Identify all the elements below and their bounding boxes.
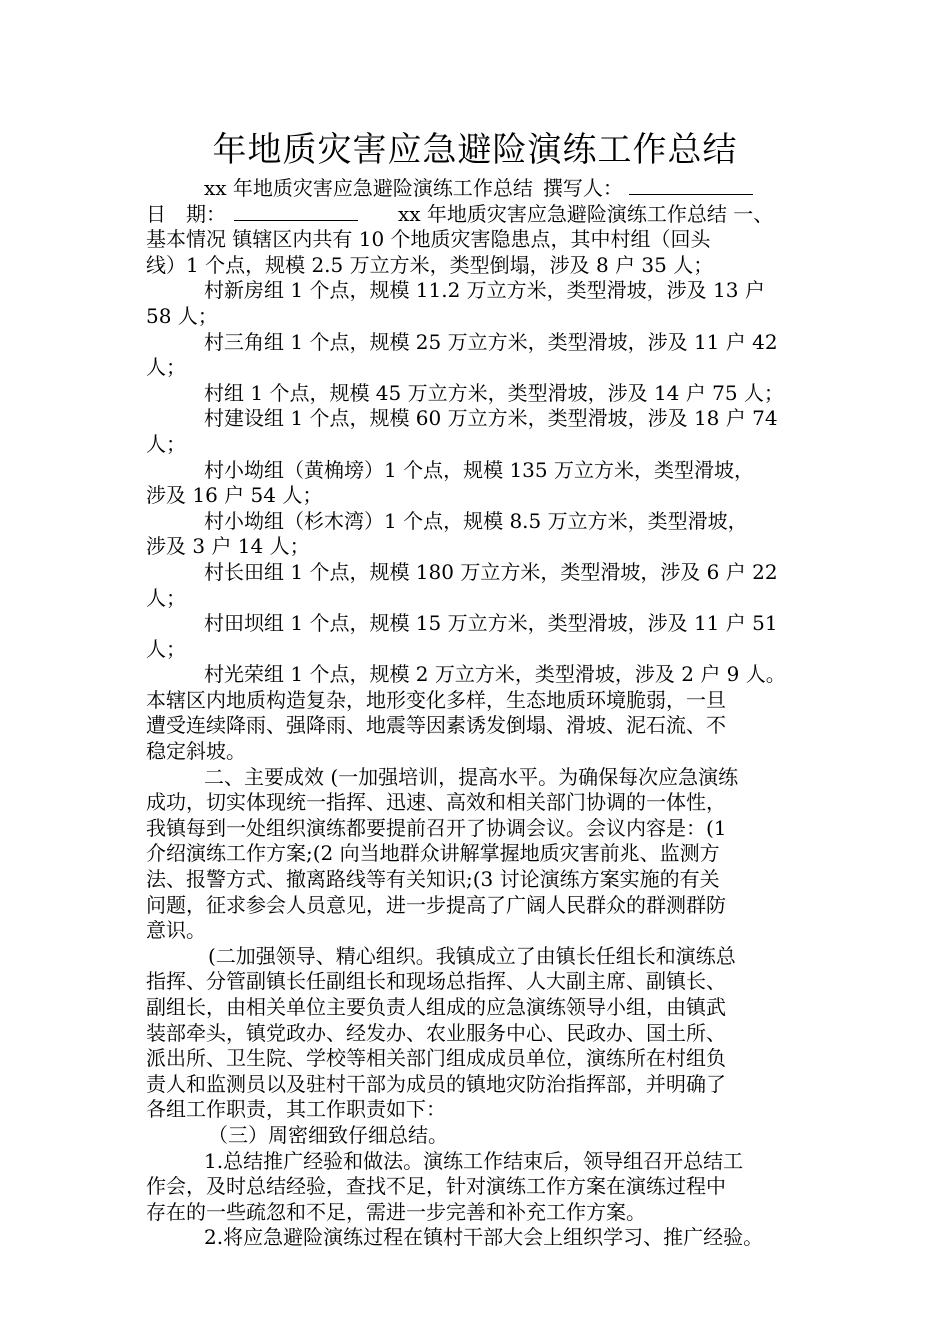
header-line-2-rest: xx 年地质灾害应急避险演练工作总结 一、: [398, 201, 774, 226]
text-line: 意识。: [146, 918, 206, 943]
text-line: 本辖区内地质构造复杂，地形变化多样，生态地质环境脆弱，一旦: [146, 687, 726, 712]
date-label: 日 期：: [146, 201, 226, 226]
text-line: （三）周密细致仔细总结。: [208, 1122, 448, 1147]
text-line: 问题，征求参会人员意见，进一步提高了广阔人民群众的群测群防: [146, 892, 726, 917]
text-line: 涉及 16 户 54 人；: [146, 483, 323, 508]
text-line: 二、主要成效 (一加强培训，提高水平。为确保每次应急演练: [204, 764, 739, 789]
text-line: 村长田组 1 个点，规模 180 万立方米，类型滑坡，涉及 6 户 22: [204, 559, 778, 584]
header-line-2: [146, 202, 828, 228]
text-line: 人；: [146, 585, 186, 610]
text-line: 58 人；: [146, 303, 218, 328]
text-line: 人；: [146, 431, 186, 456]
text-line: 各组工作职责，其工作职责如下：: [146, 1097, 446, 1122]
author-blank: [629, 176, 753, 195]
document-body: [146, 176, 828, 1251]
text-line: 作会，及时总结经验，查找不足，针对演练工作方案在演练过程中: [146, 1174, 726, 1199]
text-line: 村组 1 个点，规模 45 万立方米，类型滑坡，涉及 14 户 75 人；: [204, 380, 784, 405]
text-line: 装部牵头，镇党政办、经发办、农业服务中心、民政办、国土所、: [146, 1020, 726, 1045]
text-line: 村光荣组 1 个点，规模 2 万立方米，类型滑坡，涉及 2 户 9 人。: [204, 662, 786, 687]
text-line: 村三角组 1 个点，规模 25 万立方米，类型滑坡，涉及 11 户 42: [204, 329, 778, 354]
text-line: 介绍演练工作方案;(2 向当地群众讲解掌握地质灾害前兆、监测方: [146, 841, 720, 866]
text-line: 指挥、分管副镇长任副组长和现场总指挥、人大副主席、副镇长、: [146, 969, 726, 994]
text-line: 责人和监测员以及驻村干部为成员的镇地灾防治指挥部，并明确了: [146, 1071, 726, 1096]
text-line: 基本情况 镇辖区内共有 10 个地质灾害隐患点，其中村组（回头: [146, 227, 711, 252]
text-line: 成功，切实体现统一指挥、迅速、高效和相关部门协调的一体性，: [146, 790, 726, 815]
date-blank: [234, 202, 358, 221]
text-line: 村小坳组（杉木湾）1 个点，规模 8.5 万立方米，类型滑坡，: [204, 508, 748, 533]
text-line: 线）1 个点，规模 2.5 万立方米，类型倒塌，涉及 8 户 35 人；: [146, 252, 714, 277]
text-line: 涉及 3 户 14 人；: [146, 534, 310, 559]
text-line: 村小坳组（黄桷塝）1 个点，规模 135 万立方米，类型滑坡，: [204, 457, 754, 482]
text-line: 派出所、卫生院、学校等相关部门组成成员单位，演练所在村组负: [146, 1046, 726, 1071]
header-intro: xx 年地质灾害应急避险演练工作总结: [204, 176, 533, 200]
header-line-1: [146, 176, 828, 202]
text-line: 村新房组 1 个点，规模 11.2 万立方米，类型滑坡，涉及 13 户: [204, 278, 765, 303]
text-line: (二加强领导、精心组织。我镇成立了由镇长任组长和演练总: [208, 943, 736, 968]
author-label: 撰写人：: [542, 176, 623, 200]
text-line: 人；: [146, 355, 186, 380]
text-line: 存在的一些疏忽和不足，需进一步完善和补充工作方案。: [146, 1199, 646, 1224]
text-line: 村建设组 1 个点，规模 60 万立方米，类型滑坡，涉及 18 户 74: [204, 406, 778, 431]
text-line: 遭受连续降雨、强降雨、地震等因素诱发倒塌、滑坡、泥石流、不: [146, 713, 726, 738]
text-line: 法、报警方式、撤离路线等有关知识;(3 讨论演练方案实施的有关: [146, 867, 720, 892]
text-line: 我镇每到一处组织演练都要提前召开了协调会议。会议内容是：(1: [146, 815, 727, 840]
document-title: 年地质灾害应急避险演练工作总结: [212, 130, 738, 170]
text-line: 2.将应急避险演练过程在镇村干部大会上组织学习、推广经验。: [204, 1225, 764, 1250]
text-line: 稳定斜坡。: [146, 739, 246, 764]
text-line: 村田坝组 1 个点，规模 15 万立方米，类型滑坡，涉及 11 户 51: [204, 611, 778, 636]
text-line: 人；: [146, 636, 186, 661]
text-line: 1.总结推广经验和做法。演练工作结束后，领导组召开总结工: [204, 1148, 744, 1173]
text-line: 副组长，由相关单位主要负责人组成的应急演练领导小组，由镇武: [146, 995, 726, 1019]
